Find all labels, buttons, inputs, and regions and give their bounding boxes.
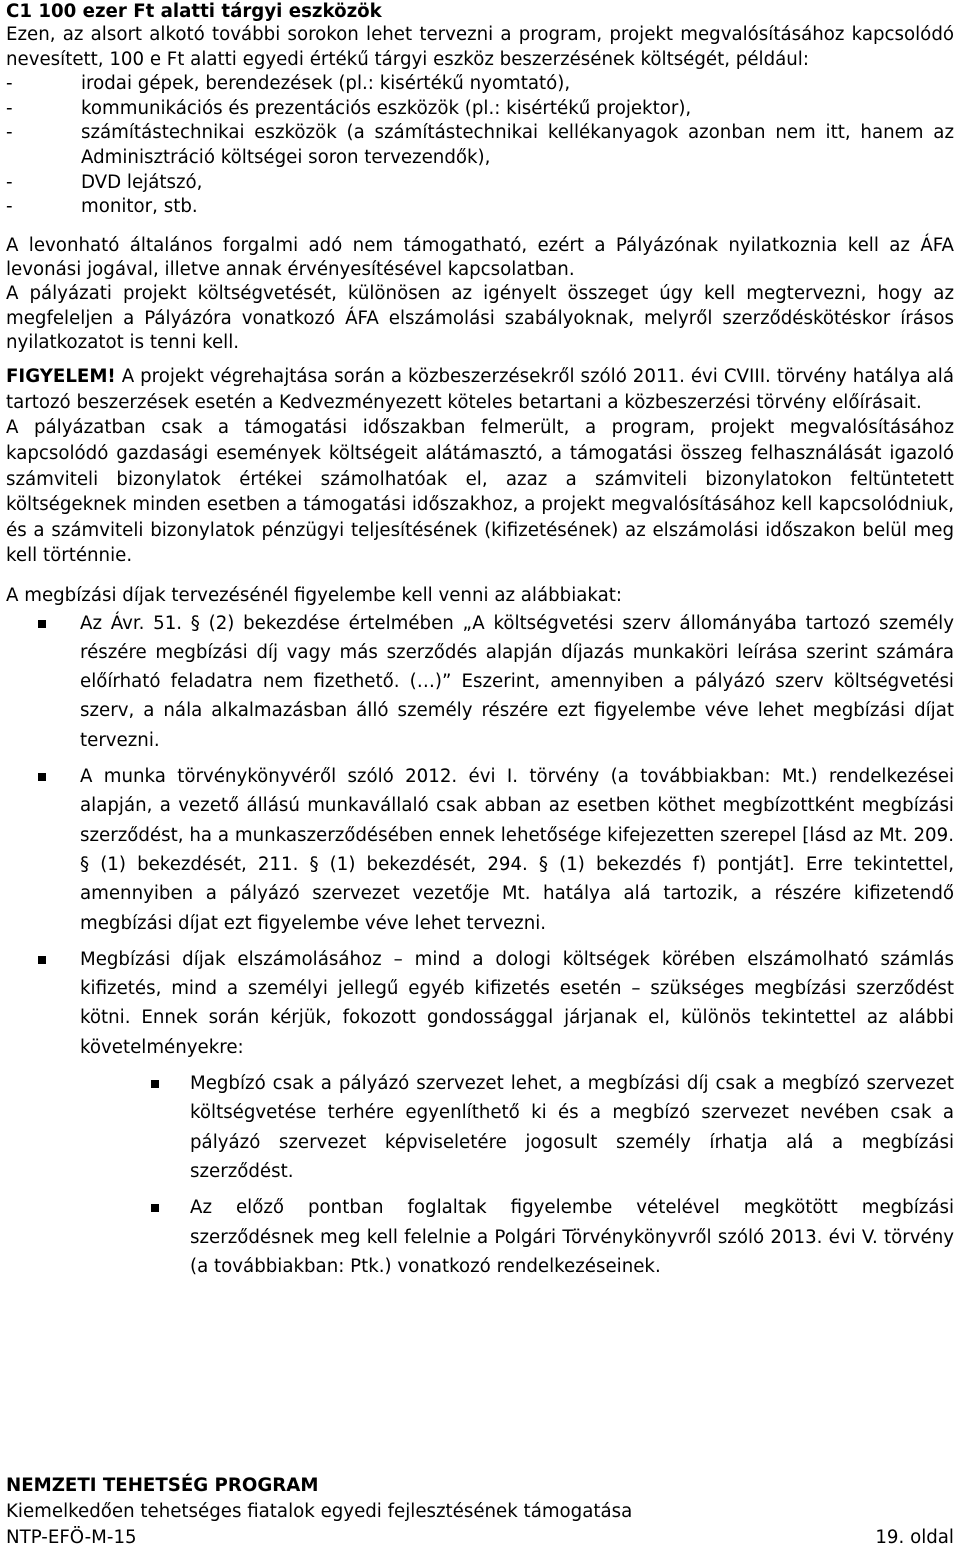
footer-subtitle: Kiemelkedően tehetséges fiatalok egyedi fejlesztésének támogatása	[6, 1501, 633, 1522]
fee-bullet	[6, 945, 954, 1062]
list-item	[6, 195, 954, 220]
square-bullet-icon	[38, 773, 46, 781]
dash-marker: -	[6, 97, 13, 119]
list-item-text: kommunikációs és prezentációs eszközök (pl.: kisértékű projektor),	[81, 97, 692, 119]
fee-bullet-text: Az Ávr. 51. § (2) bekezdése értelmében „A költségvetési szerv állományába tartozó személy részére megbízási díj vagy más szerződés alapján díjazás munkaköri leírása szerint számára előírható feladatra nem fizethető. (…)” Eszerint, amennyiben a pályázó szerv költségvetési szerv, a nála alkalmazásban álló személy részére ezt figyelembe véve lehet megbízási díjat tervezni.	[80, 612, 954, 751]
list-item-text: számítástechnikai eszközök (a számítástechnikai kellékanyagok azonban nem itt, hanem az Adminisztráció költségei soron tervezendők),	[81, 122, 954, 168]
dash-marker: -	[6, 73, 13, 95]
spacer	[6, 355, 954, 364]
list-item-text: DVD lejátszó,	[81, 171, 203, 193]
spacer	[6, 569, 954, 583]
list-item	[6, 121, 954, 170]
fees-intro: A megbízási díjak tervezésénél figyelembe kell venni az alábbiakat:	[6, 584, 623, 606]
warning-label: FIGYELEM!	[6, 366, 116, 388]
sub-bullet-text: Az előző pontban foglaltak figyelembe vételével megkötött megbízási szerződésnek meg kell felelnie a Polgári Törvénykönyvről szóló 2013. évi V. törvény (a továbbiakban: Ptk.) vonatkozó rendelkezéseinek.	[190, 1197, 954, 1277]
square-bullet-icon	[151, 1204, 159, 1212]
footer-program: NEMZETI TEHETSÉG PROGRAM	[6, 1475, 319, 1496]
spacer	[6, 755, 954, 762]
list-item-text: monitor, stb.	[81, 196, 198, 218]
footer-code: NTP-EFÖ-M-15	[6, 1527, 137, 1548]
document-page	[6, 0, 954, 1281]
warning-paragraph	[6, 364, 954, 415]
page-footer	[6, 1473, 954, 1551]
sub-bullet-text: Megbízó csak a pályázó szervezet lehet, a megbízási díj csak a megbízó szervezet költségvetése terhére egyenlíthető ki és a megbízó szervezet nevében csak a pályázó szervezet képviseletére jogosult személy írhatja alá a megbízási szerződést.	[190, 1073, 954, 1182]
square-bullet-icon	[38, 956, 46, 964]
section-intro: Ezen, az alsort alkotó további sorokon lehet tervezni a program, projekt megvalósításához kapcsolódó nevesített, 100 e Ft alatti egyedi értékű tárgyi eszköz beszerzésének költségét, például:	[6, 24, 954, 70]
period-paragraph: A pályázatban csak a támogatási időszakban felmerült, a program, projekt megvalósításához kapcsolódó gazdasági események költségeit alátámasztó, a támogatási összeg felhasználását igazoló számviteli bizonylatok értékei számolhatóak el, azaz a számviteli bizonylatokon feltüntetett költségeknek minden esetben a támogatási időszakhoz, a projekt megvalósításához kell kapcsolódniuk, és a számviteli bizonylatok pénzügyi teljesítésének (kifizetésének) az elszámolási időszakon belül meg kell történnie.	[6, 417, 954, 567]
list-item-text: irodai gépek, berendezések (pl.: kisértékű nyomtató),	[81, 73, 571, 95]
spacer	[6, 1186, 954, 1193]
spacer	[6, 1062, 954, 1069]
sub-bullet	[6, 1193, 954, 1281]
fee-bullet	[6, 762, 954, 938]
list-item	[6, 97, 954, 122]
afa-paragraph-2: A pályázati projekt költségvetését, különösen az igényelt összeget úgy kell megtervezni, hogy az megfeleljen a Pályázóra vonatkozó ÁFA elszámolási szabályoknak, melyről szerződéskötéskor írásos nyilatkozatot is tenni kell.	[6, 283, 954, 353]
list-item	[6, 171, 954, 196]
afa-paragraph-1: A levonható általános forgalmi adó nem támogatható, ezért a Pályázónak nyilatkoznia kell az ÁFA levonási jogával, illetve annak érvényesítésével kapcsolatban.	[6, 234, 954, 281]
dash-marker: -	[6, 196, 13, 218]
fee-bullet-text: A munka törvénykönyvéről szóló 2012. évi I. törvény (a továbbiakban: Mt.) rendelkezései alapján, a vezető állású munkavállaló csak abban az esetben köthet megbízottként megbízási szerződést, ha a munkaszerződésében ennek lehetősége kifejezetten szerepel [lásd az Mt. 209. § (1) bekezdését, 211. § (1) bekezdését, 294. § (1) bekezdés f) pontját]. Erre tekintettel, amennyiben a pályázó szervezet vezetője Mt. hatálya alá tartozik, a részére kifizetendő megbízási díjat ezt figyelembe véve lehet tervezni.	[80, 766, 954, 934]
spacer	[6, 220, 954, 234]
fee-bullet-text: Megbízási díjak elszámolásához – mind a dologi költségek körében elszámolható számlás kifizetés, mind a személyi jellegű egyéb kifizetés esetén – szükséges megbízási szerződést kötni. Ennek során kérjük, fokozott gondossággal járjanak el, különös tekintettel az alábbi követelményekre:	[80, 948, 954, 1058]
square-bullet-icon	[151, 1080, 159, 1088]
section-heading: C1 100 ezer Ft alatti tárgyi eszközök	[6, 1, 382, 22]
footer-row	[6, 1525, 954, 1551]
sub-bullet	[6, 1069, 954, 1186]
page-number: 19. oldal	[875, 1527, 954, 1548]
spacer	[6, 938, 954, 945]
dash-marker: -	[6, 171, 13, 193]
fee-bullet	[6, 609, 954, 755]
example-list	[6, 72, 954, 220]
list-item	[6, 72, 954, 97]
square-bullet-icon	[38, 620, 46, 628]
warning-text: A projekt végrehajtása során a közbeszerzésekről szóló 2011. évi CVIII. törvény hatálya alá tartozó beszerzések esetén a Kedvezményezett köteles betartani a közbeszerzési törvény előírásait.	[6, 366, 954, 413]
dash-marker: -	[6, 122, 13, 144]
